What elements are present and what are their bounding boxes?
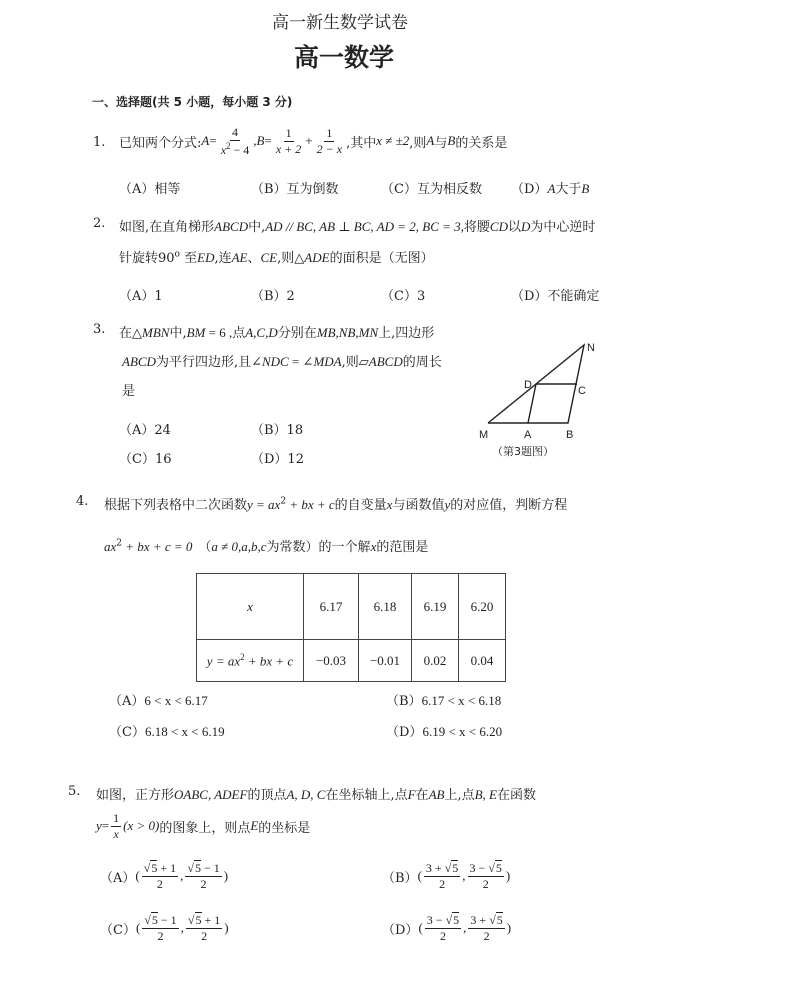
q3-option-b[interactable]: （B）18 [251, 423, 304, 438]
q4-option-d-label: （D） [386, 725, 423, 740]
q5-option-a-label: （A） [100, 870, 136, 886]
q5-option-d-open: ( [418, 920, 423, 936]
q3-l1-i: MB,NB,MN [316, 325, 379, 340]
table-cell-y2: −0.01 [359, 640, 412, 682]
q3-l1-d: BM [186, 325, 206, 340]
q4-value-table [196, 573, 506, 682]
table-row [197, 574, 506, 640]
q1-eq-b: = [264, 133, 272, 149]
q5-l1-j: B, E [474, 787, 497, 802]
q1-tail-2: 与 [434, 135, 448, 151]
q5-option-b[interactable] [382, 862, 510, 890]
q1-option-d-b: B [581, 181, 590, 196]
q1-cond: x ≠ ±2 [376, 133, 410, 149]
q4-l2-c: （ [198, 540, 212, 555]
q5-option-c[interactable] [100, 914, 229, 942]
table-cell-x4: 6.20 [459, 574, 506, 640]
q5-d-f2-den: 2 [483, 928, 490, 943]
q5-line-2 [96, 812, 310, 840]
q3-l2-b: 为平行四边形,且∠ [155, 355, 262, 370]
table-cell-x1: 6.17 [304, 574, 359, 640]
table-header-x: x [197, 574, 304, 640]
q4-number: 4. [76, 494, 89, 509]
q5-a-f2-den: 2 [200, 876, 207, 891]
q5-d-f2-rad: 5 [496, 913, 503, 927]
label-a: A [524, 429, 532, 441]
q3-l1-e: = 6 , [205, 325, 233, 340]
table-row [197, 640, 506, 682]
q1-tail-1: ,则 [409, 135, 427, 151]
q1-option-b[interactable]: （B）互为倒数 [251, 182, 339, 197]
q5-option-b-frac2 [468, 862, 504, 890]
q1-tail-a: A [426, 133, 435, 149]
q4-l1-a: 根据下列表格中二次函数 [104, 498, 248, 513]
q5-option-b-open: ( [417, 868, 422, 884]
q3-figure-caption: （第3题图） [492, 445, 554, 457]
q5-l2-frac-num: 1 [113, 811, 120, 825]
q3-l1-g: A,C,D [245, 325, 278, 340]
q2-l1-e: 将腰 [463, 220, 490, 235]
q2-l2-e: AE [231, 250, 248, 265]
q4-l1-c: + bx + c [286, 497, 335, 512]
q5-number: 5. [68, 784, 81, 799]
q5-l1-b: OABC, ADEF [174, 787, 248, 802]
q1-mid: ,其中 [346, 135, 377, 151]
q5-option-a[interactable] [100, 862, 228, 890]
q4-l2-f: x [370, 539, 377, 554]
q4-l2-e: 为常数）的一个解 [266, 540, 371, 555]
q3-line-2 [122, 351, 442, 370]
q2-l2-h: ,则△ [277, 251, 305, 266]
q5-c-f1-rad: 5 [151, 913, 158, 927]
q4-l2-g: 的范围是 [376, 540, 429, 555]
q3-l2-c: NDC [261, 354, 289, 369]
q3-l2-a: ABCD [122, 354, 156, 369]
q2-l2-j: 的面积是（无图） [329, 251, 434, 266]
q2-l1-b: ABCD [214, 219, 249, 234]
q5-option-b-frac1 [424, 862, 460, 890]
q2-l1-a: 如图,在直角梯形 [119, 220, 215, 235]
q4-option-c-text: 6.18 < x < 6.19 [144, 724, 225, 739]
q5-l1-a: 如图，正方形 [96, 788, 175, 803]
q5-option-c-frac1 [142, 914, 178, 942]
q4-l1-f: 与函数值 [392, 498, 445, 513]
q3-l1-j: 上,四边形 [378, 326, 435, 341]
q3-figure-lines [488, 345, 584, 423]
q1-frac-a-num: 4 [231, 125, 238, 139]
q5-b-f2-pre: 3 − [469, 861, 489, 875]
q5-option-d-sep: , [463, 920, 467, 936]
q5-d-f1-den: 2 [439, 928, 446, 943]
sqrt-icon: √ [488, 861, 495, 875]
q3-option-c[interactable]: （C）16 [119, 452, 172, 467]
q1-option-d-mid: 大于 [555, 182, 582, 197]
q3-l1-c: 中, [169, 326, 187, 341]
q5-option-b-sep: , [462, 868, 466, 884]
q5-d-f1-pre: 3 − [426, 913, 446, 927]
q4-option-c[interactable] [109, 721, 225, 740]
q5-l1-h: AB [428, 787, 445, 802]
sqrt-icon: √ [489, 913, 496, 927]
q5-option-a-frac1 [142, 862, 178, 890]
q3-l1-a: 在△ [119, 326, 142, 341]
q1-frac-b2-den: 2 − x [316, 141, 343, 156]
page-subtitle: 高一新生数学试卷 [272, 13, 408, 33]
sqrt-icon: √ [187, 913, 195, 927]
q2-number: 2. [93, 216, 106, 231]
label-n: N [587, 342, 595, 354]
q1-frac-b2 [315, 127, 344, 155]
table-header-y [197, 640, 304, 682]
q3-l2-g: ABCD [368, 354, 403, 369]
q1-option-a[interactable]: （A）相等 [119, 182, 181, 197]
q5-l1-i: 上,点 [444, 788, 475, 803]
q5-option-c-close: ) [224, 920, 229, 936]
q4-option-d-text: 6.19 < x < 6.20 [422, 724, 503, 739]
q2-l2-f: 、 [247, 251, 261, 266]
q1-option-d[interactable] [511, 178, 589, 197]
q4-option-d[interactable] [386, 721, 502, 740]
q5-l1-c: 的顶点 [247, 788, 287, 803]
q5-a-f1-post: + 1 [157, 861, 177, 875]
q5-b-f1-den: 2 [439, 876, 446, 891]
q1-number: 1. [93, 135, 106, 150]
q5-c-f2-den: 2 [201, 928, 208, 943]
q1-eq-a: = [209, 133, 217, 149]
q3-option-a[interactable]: （A）24 [119, 423, 171, 438]
q2-line-2 [119, 247, 434, 266]
table-cell-y4: 0.04 [459, 640, 506, 682]
table-cell-x3: 6.19 [412, 574, 459, 640]
q2-l2-b: 至 [184, 251, 198, 266]
label-d: D [524, 379, 532, 391]
q2-l1-i: 为中心逆时 [530, 220, 596, 235]
q5-option-d-frac1 [425, 914, 461, 942]
q3-l2-f: ,则▱ [341, 355, 369, 370]
q5-b-f1-pre: 3 + [425, 861, 445, 875]
q1-frac-a-den [219, 141, 252, 157]
q4-l2-b: + bx + c = 0 [122, 539, 193, 554]
degree-mark: o [174, 249, 180, 260]
q5-l2-e: E [250, 818, 259, 834]
q3-number: 3. [93, 322, 106, 337]
q1-tail-b: B [447, 133, 456, 149]
q5-b-f2-rad: 5 [495, 861, 502, 875]
sqrt-icon: √ [444, 861, 452, 875]
q2-l1-f: CD [489, 219, 508, 234]
q3-l2-e: MDA [313, 354, 342, 369]
label-b: B [566, 429, 574, 441]
q2-l1-d: AD // BC, AB ⊥ BC, AD = 2, BC = 3, [265, 219, 464, 234]
q2-line-1 [119, 216, 595, 235]
q2-l2-i: ADE [304, 250, 330, 265]
q4-l2-sup: 2 [116, 538, 123, 549]
q4-l1-b: y = ax [247, 497, 281, 512]
q2-l2-d: ,连 [214, 251, 232, 266]
q5-l1-f: F [407, 787, 416, 802]
q4-l1-h: 的对应值，判断方程 [450, 498, 568, 513]
q1-tail-3: 的关系是 [455, 135, 508, 151]
q5-option-a-sep: , [180, 868, 184, 884]
q4-option-a-text: 6 < x < 6.17 [144, 693, 208, 708]
table-cell-y1: −0.03 [304, 640, 359, 682]
table-cell-x2: 6.18 [359, 574, 412, 640]
q5-l1-e: 在坐标轴上,点 [325, 788, 408, 803]
q1-var-b: B [256, 133, 265, 149]
q5-l1-d: A, D, C [286, 787, 326, 802]
q5-d-f1-rad: 5 [453, 913, 460, 927]
q2-l1-h: D [520, 219, 531, 234]
q5-option-a-open: ( [135, 868, 140, 884]
q4-option-b-label: （B） [386, 694, 422, 709]
q5-option-c-label: （C） [100, 922, 136, 938]
q5-option-c-open: ( [135, 920, 141, 936]
table-header-y-sup: 2 [240, 651, 245, 662]
q5-l2-frac [111, 812, 121, 840]
q5-b-f2-den: 2 [482, 876, 489, 891]
table-header-y-b: + bx + c [244, 653, 294, 669]
q1-option-d-label: （D） [511, 182, 548, 197]
q5-option-b-close: ) [505, 868, 511, 884]
q5-a-f1-rad: 5 [151, 861, 158, 875]
q2-option-d[interactable]: （D）不能确定 [511, 289, 600, 304]
q3-l2-d: = ∠ [288, 354, 314, 369]
q5-c-f1-den: 2 [157, 928, 164, 943]
q5-option-d[interactable] [382, 914, 511, 942]
q5-option-d-close: ) [506, 920, 512, 936]
q1-frac-a [219, 126, 252, 156]
q3-l1-h: 分别在 [277, 326, 317, 341]
sqrt-icon: √ [187, 861, 194, 875]
q4-option-c-label: （C） [109, 725, 145, 740]
sqrt-icon: √ [144, 913, 151, 927]
q1-stem [119, 126, 507, 156]
q1-frac-a-den-sup: 2 [226, 140, 231, 151]
table-header-y-a: y = ax [206, 653, 241, 669]
q2-option-a[interactable]: （A）1 [119, 289, 163, 304]
q5-option-d-label: （D） [382, 922, 419, 938]
q5-option-c-sep: , [180, 920, 184, 936]
q1-option-d-a: A [547, 181, 556, 196]
q1-comma: , [253, 133, 257, 149]
sqrt-icon: √ [445, 913, 453, 927]
q5-l2-tail: 的图象上，则点 [159, 820, 251, 836]
q5-option-a-close: ) [223, 868, 229, 884]
q1-frac-b1-den: x + 2 [275, 141, 302, 156]
q3-l1-f: 点 [232, 326, 246, 341]
q5-b-f1-rad: 5 [452, 861, 459, 875]
section-heading: 一、选择题(共 5 小题，每小题 3 分) [92, 95, 293, 109]
q3-line-3: 是 [122, 384, 136, 399]
q4-option-a[interactable] [109, 690, 208, 709]
q2-l2-a: 针旋转90 [119, 251, 175, 266]
q3-l2-h: 的周长 [402, 355, 442, 370]
q5-l2-cond: (x > 0) [123, 818, 160, 834]
q3-figure [470, 337, 620, 457]
q1-frac-b1 [274, 127, 303, 155]
q5-option-a-frac2 [185, 862, 221, 890]
q1-plus: + [305, 133, 313, 149]
q2-l1-c: 中, [248, 220, 266, 235]
label-c: C [578, 385, 586, 397]
page-title: 高一数学 [294, 43, 395, 72]
q4-l1-sup: 2 [280, 496, 287, 507]
q4-l2-a: ax [104, 539, 117, 554]
q5-l1-k: 在函数 [496, 788, 536, 803]
q1-option-c[interactable]: （C）互为相反数 [381, 182, 482, 197]
sqrt-icon: √ [143, 861, 151, 875]
q5-a-f2-rad: 5 [194, 861, 201, 875]
q4-l1-g: y [444, 497, 451, 512]
q5-l2-y: y [96, 818, 102, 834]
q5-a-f2-post: − 1 [200, 861, 220, 875]
q4-option-a-label: （A） [109, 694, 145, 709]
q4-line-1 [104, 494, 567, 513]
q2-option-c[interactable]: （C）3 [381, 289, 426, 304]
q5-c-f2-post: + 1 [201, 913, 221, 927]
q2-option-b[interactable]: （B）2 [251, 289, 295, 304]
q5-option-b-label: （B） [382, 870, 418, 886]
q2-l1-g: 以 [507, 220, 521, 235]
q5-a-f1-den: 2 [156, 876, 163, 891]
table-cell-y3: 0.02 [412, 640, 459, 682]
q3-option-d[interactable]: （D）12 [251, 452, 304, 467]
q5-c-f2-rad: 5 [195, 913, 202, 927]
q4-l2-d: a ≠ 0,a,b,c [211, 539, 267, 554]
q1-frac-b2-num: 1 [326, 126, 333, 140]
q5-d-f2-pre: 3 + [470, 913, 490, 927]
label-m: M [479, 429, 489, 441]
q4-l1-e: x [386, 497, 393, 512]
q5-line-1 [96, 784, 536, 803]
q3-l1-b: MBN [142, 325, 170, 340]
q5-option-d-frac2 [468, 914, 504, 942]
q5-c-f1-post: − 1 [157, 913, 177, 927]
q4-l1-d: 的自变量 [334, 498, 387, 513]
q2-l2-g: CE [260, 250, 278, 265]
q4-option-b-text: 6.17 < x < 6.18 [421, 693, 502, 708]
q1-var-a: A [201, 133, 210, 149]
q1-frac-a-den-rest: − 4 [230, 142, 250, 157]
q5-option-c-frac2 [186, 914, 222, 942]
q5-l2-frac-den: x [113, 826, 119, 841]
q1-frac-a-den-x: x [220, 142, 227, 157]
q1-frac-b1-num: 1 [285, 126, 292, 140]
q5-l2-eq: = [101, 818, 110, 834]
q5-l2-end: 的坐标是 [258, 820, 311, 836]
q3-line-1 [119, 322, 434, 341]
q5-l1-g: 在 [415, 788, 429, 803]
q2-l2-c: ED [197, 250, 215, 265]
q4-line-2 [104, 536, 428, 555]
q4-option-b[interactable] [386, 690, 501, 709]
q1-stem-prefix: 已知两个分式: [119, 135, 202, 151]
